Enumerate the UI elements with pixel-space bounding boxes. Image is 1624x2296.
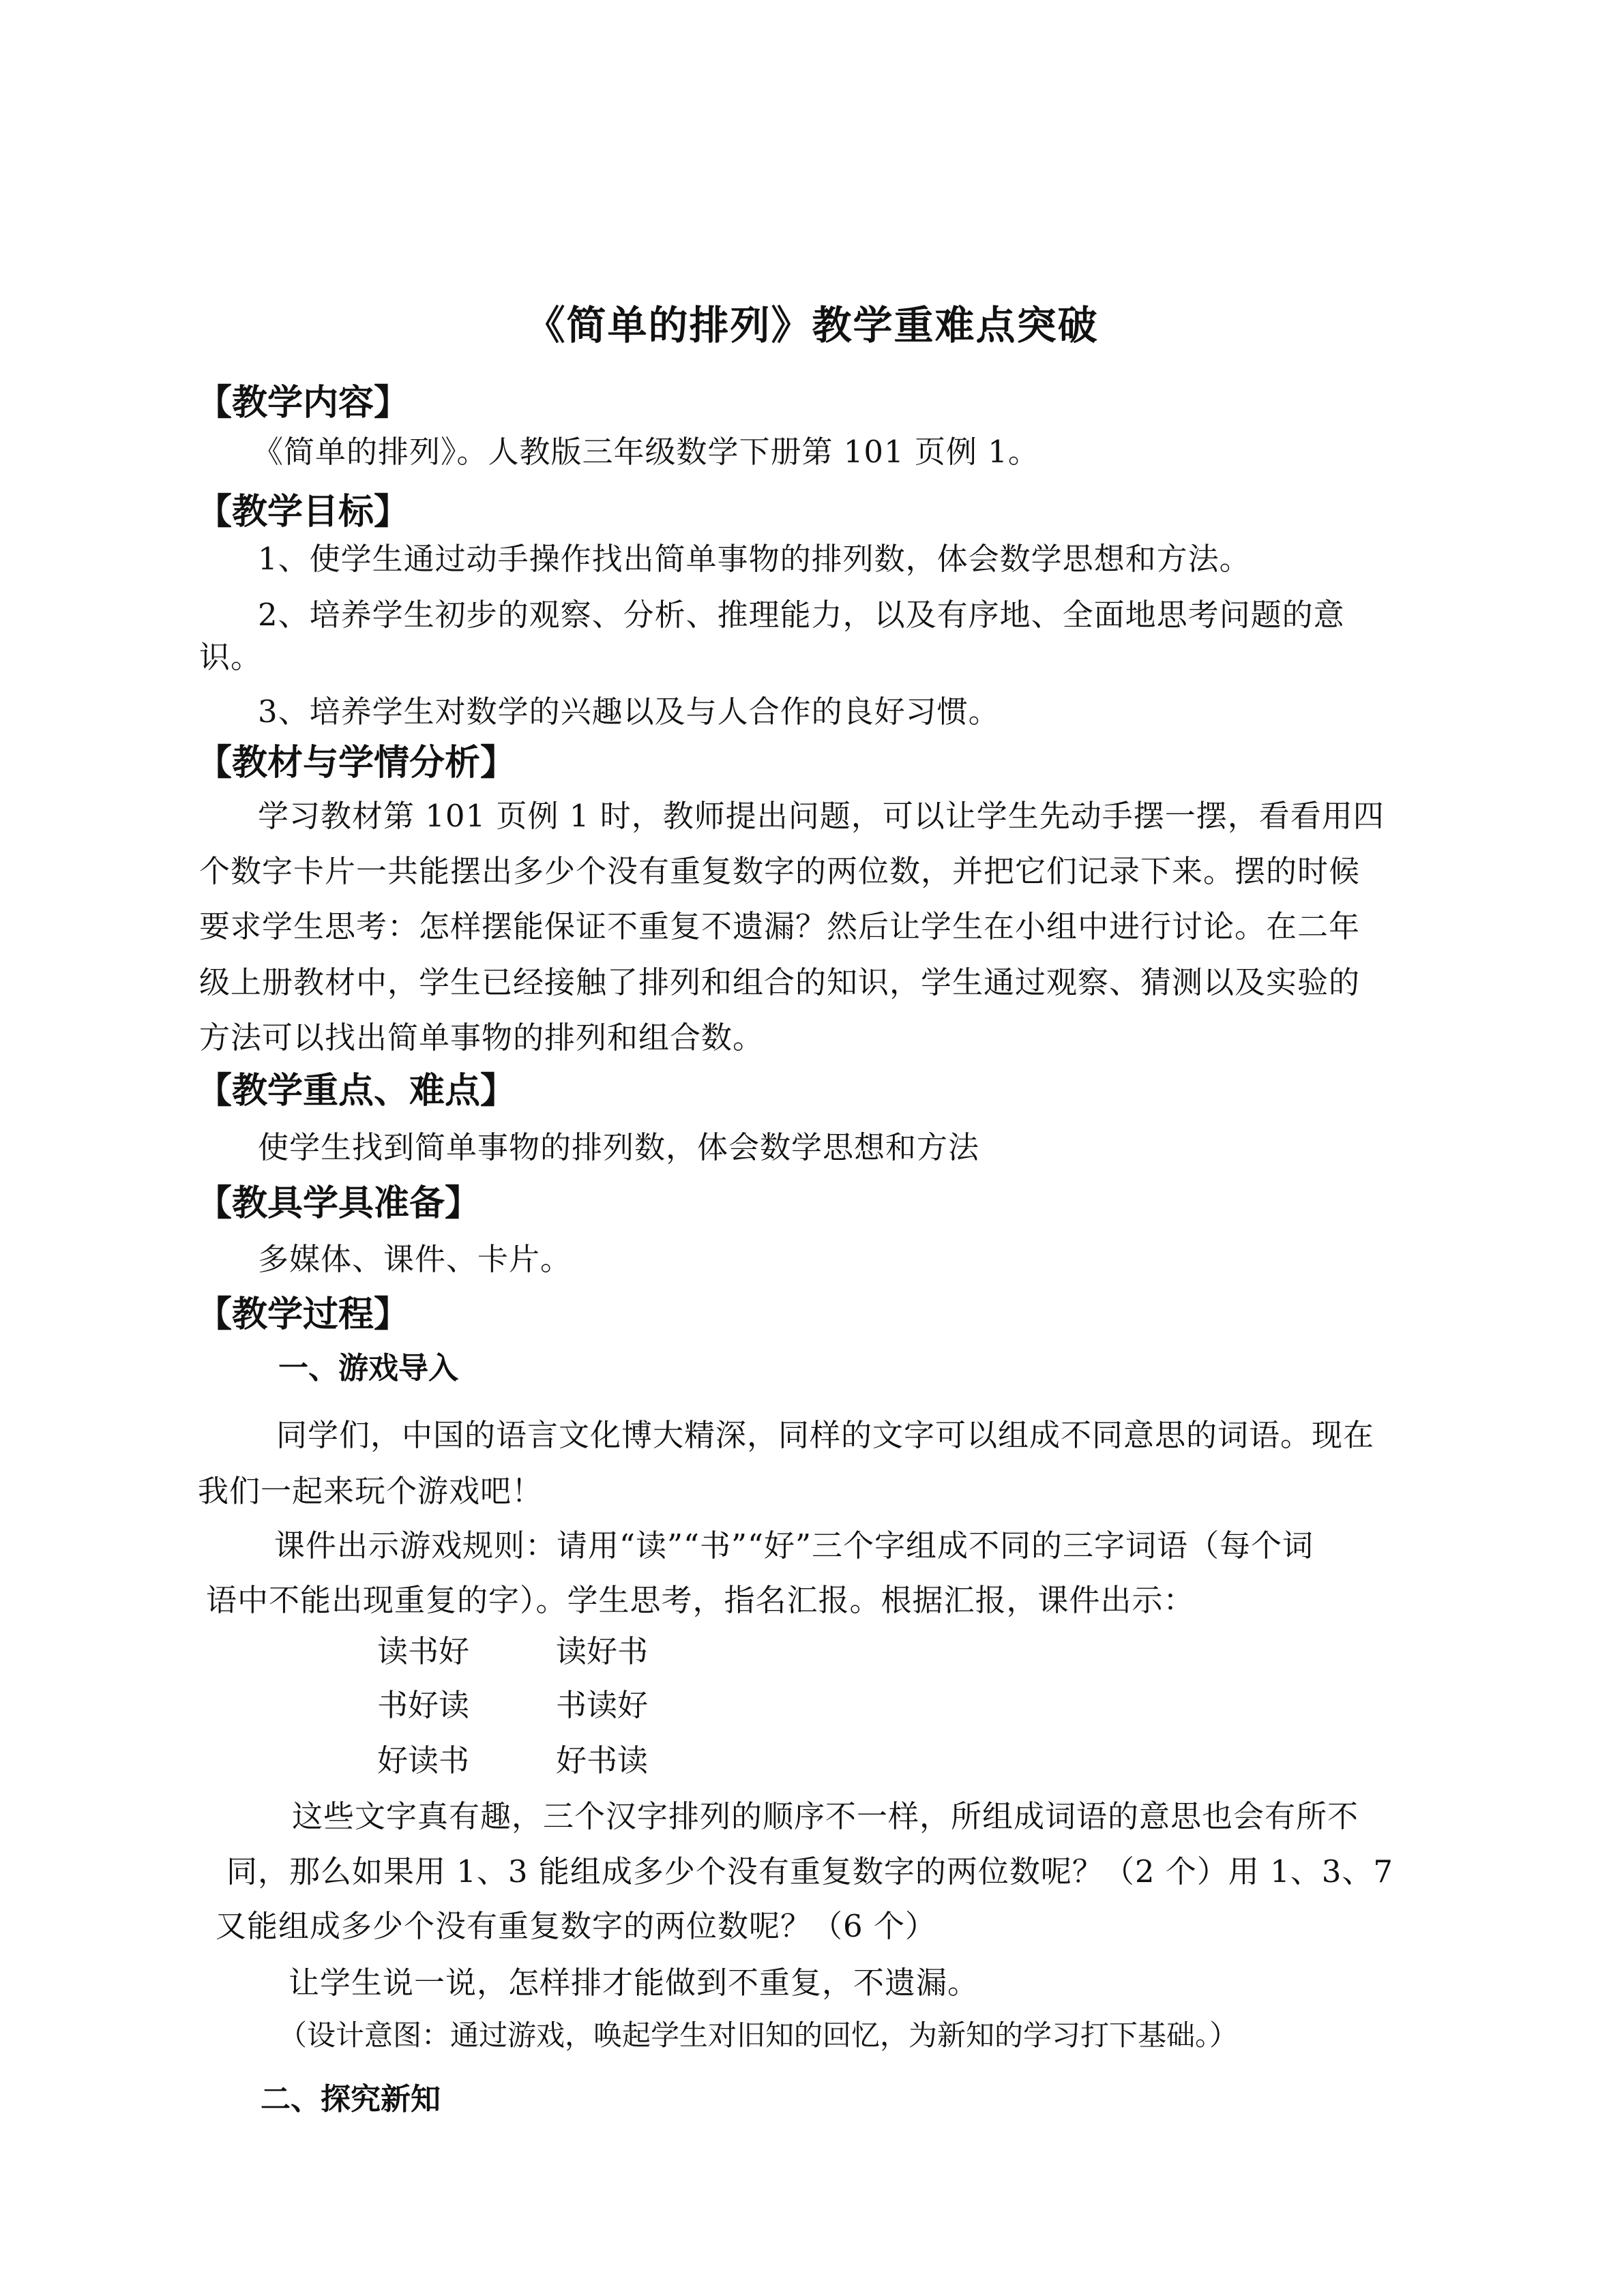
intro-line: 我们一起来玩个游戏吧！ (198, 1473, 544, 1509)
rule-line: 语中不能出现重复的字）。学生思考，指名汇报。根据汇报，课件出示： (206, 1582, 1195, 1618)
say-line: 让学生说一说，怎样排才能做到不重复，不遗漏。 (289, 1965, 979, 2001)
word-combination: 好读书 (377, 1742, 470, 1778)
rule-line: 课件出示游戏规则：请用“读”“书”“好”三个字组成不同的三字词语（每个词 (274, 1527, 1314, 1564)
materials-text: 多媒体、课件、卡片。 (258, 1241, 572, 1277)
heading-material-analysis: 【教材与学情分析】 (196, 743, 516, 784)
intro-line: 同学们，中国的语言文化博大精深，同样的文字可以组成不同意思的词语。现在 (276, 1417, 1375, 1453)
design-intent-note: （设计意图：通过游戏，唤起学生对旧知的回忆，为新知的学习打下基础。） (278, 2018, 1239, 2052)
question-line: 这些文字真有趣，三个汉字排列的顺序不一样，所组成词语的意思也会有所不 (292, 1798, 1359, 1834)
analysis-line: 要求学生思考：怎样摆能保证不重复不遗漏？然后让学生在小组中进行讨论。在二年 (199, 908, 1361, 944)
goal-item: 识。 (199, 639, 263, 675)
word-combination: 读好书 (556, 1633, 649, 1669)
word-combination: 读书好 (377, 1633, 470, 1669)
word-combination: 书好读 (377, 1687, 470, 1723)
process-part2-title: 二、探究新知 (261, 2082, 441, 2117)
heading-teaching-content: 【教学内容】 (196, 383, 410, 423)
analysis-line: 个数字卡片一共能摆出多少个没有重复数字的两位数，并把它们记录下来。摆的时候 (199, 853, 1361, 889)
heading-key-points: 【教学重点、难点】 (196, 1071, 516, 1112)
heading-teaching-process: 【教学过程】 (196, 1294, 410, 1335)
key-points-text: 使学生找到简单事物的排列数，体会数学思想和方法 (258, 1129, 980, 1165)
question-line: 又能组成多少个没有重复数字的两位数呢？（6 个） (216, 1908, 936, 1944)
heading-teaching-goals: 【教学目标】 (196, 492, 410, 533)
question-line: 同，那么如果用 1、3 能组成多少个没有重复数字的两位数呢？（2 个）用 1、3、7 (226, 1853, 1394, 1890)
goal-item: 3、培养学生对数学的兴趣以及与人合作的良好习惯。 (258, 694, 1000, 730)
goal-item: 2、培养学生初步的观察、分析、推理能力，以及有序地、全面地思考问题的意 (258, 597, 1345, 633)
word-combination: 书读好 (556, 1687, 649, 1723)
process-part1-title: 一、游戏导入 (278, 1351, 458, 1386)
analysis-line: 级上册教材中，学生已经接触了排列和组合的知识，学生通过观察、猜测以及实验的 (199, 964, 1361, 1000)
word-combination: 好书读 (556, 1742, 649, 1778)
heading-materials: 【教具学具准备】 (196, 1183, 481, 1224)
analysis-line: 学习教材第 101 页例 1 时，教师提出问题，可以让学生先动手摆一摆，看看用四 (258, 798, 1385, 834)
page-title: 《简单的排列》教学重难点突破 (525, 302, 1099, 348)
goal-item: 1、使学生通过动手操作找出简单事物的排列数，体会数学思想和方法。 (258, 541, 1251, 577)
teaching-content-text: 《简单的排列》。人教版三年级数学下册第 101 页例 1。 (252, 434, 1039, 470)
analysis-line: 方法可以找出简单事物的排列和组合数。 (199, 1019, 765, 1056)
